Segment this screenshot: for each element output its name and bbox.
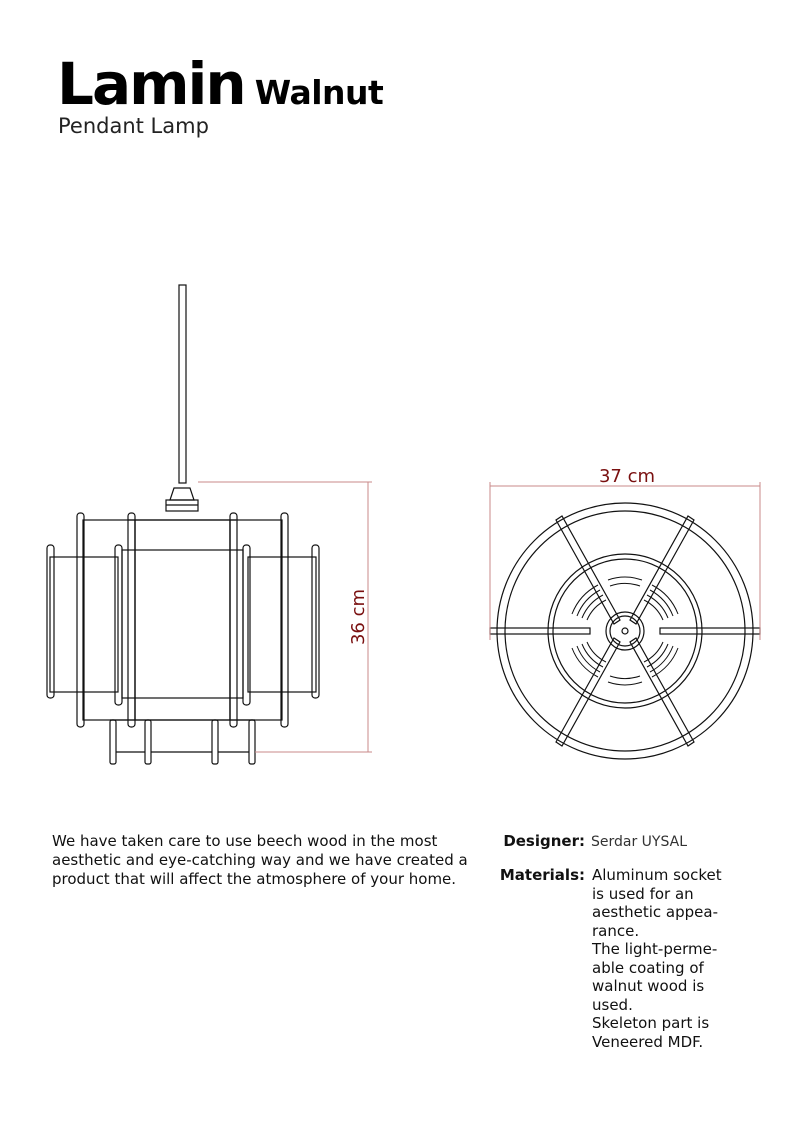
height-dimension [198,482,372,752]
materials-line: Aluminum socket [592,866,722,884]
lamp-top-view [490,503,760,759]
materials-line: walnut wood is [592,977,705,995]
height-dimension-label: 36 cm [348,588,369,646]
diameter-dimension-label: 37 cm [598,466,656,487]
product-variant: Walnut [254,73,384,112]
front-panel-center [122,550,243,698]
materials-line: rance. [592,921,640,940]
center-hub [606,612,644,650]
materials-line: is used for an [592,884,694,903]
designer-value: Serdar UYSAL [591,834,688,850]
materials-line: used. [592,995,633,1014]
product-description: We have taken care to use beech wood in the most aesthetic and eye-catching way and we have created a product that will affect the atmosphere of your home. [52,832,468,888]
materials-label: Materials: [499,866,585,884]
lamp-socket [170,488,194,500]
outer-ring [497,503,753,759]
lamp-side-view [47,285,319,764]
designer-label: Designer: [503,832,585,850]
materials-line: aesthetic appea- [592,903,718,921]
materials-line: Skeleton part is [592,1014,710,1032]
materials-line: The light-perme- [592,940,718,958]
materials-line: Veneered MDF. [592,1032,704,1051]
materials-line: able coating of [592,958,704,977]
product-title: Lamin [57,50,245,118]
materials-value [592,866,772,1051]
product-subtitle: Pendant Lamp [58,114,209,138]
lamp-cord [179,285,186,483]
